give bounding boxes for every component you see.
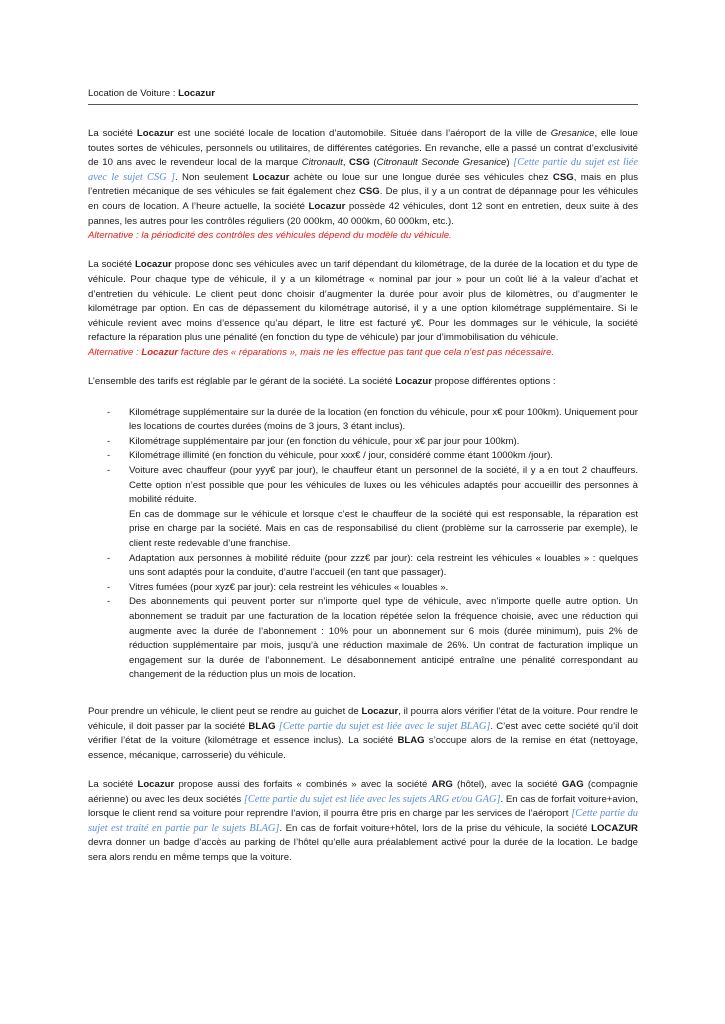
- alternative-note: Alternative : la périodicité des contrôles des véhicules dépend du modèle du véhicule.: [88, 230, 452, 242]
- text: La société: [88, 128, 137, 139]
- list-item: [88, 552, 638, 581]
- dealer-full-name: Citronault Seconde Gresanice: [376, 157, 507, 169]
- options-list: [88, 406, 638, 683]
- list-item: [88, 435, 638, 450]
- text: , il pourra alors vérifier l’état de la voiture. Pour rendre le véhicule, il doit passer par la société: [88, 705, 638, 732]
- text: . Non seulement: [175, 171, 253, 183]
- text: . En cas de forfait voiture+avion, lorsque le client rend sa voiture pour reprendre l’avion, il pourra être pris en charge par les services de l’aéroport: [88, 793, 638, 820]
- subject-link-note: [Cette partie du sujet est liée avec les sujets ARG et/ou GAG]: [243, 793, 501, 805]
- alternative-note: [88, 347, 554, 358]
- bullet-dash: -: [107, 435, 111, 447]
- paragraph-pickup-return: [88, 705, 638, 763]
- company-name: Locazur: [361, 705, 399, 717]
- option-text: Kilométrage illimité (en fonction du véhicule, pour xxx€ / jour, considéré comme étant 1000km /jour).: [129, 450, 553, 462]
- list-item: [88, 406, 638, 435]
- text: , mais en plus l’entretien mécanique de ses véhicules se fait également chez: [88, 171, 638, 198]
- text: devra donner un badge d’accès au parking de l’hôtel qu’elle aura préalablement activé pour la durée de la location. Le badge sera alors rendu en même temps que la voiture.: [88, 837, 638, 863]
- company-name: Locazur: [135, 259, 172, 271]
- partner-name: ARG: [431, 778, 453, 790]
- option-text: Des abonnements qui peuvent porter sur n’importe quel type de véhicule, avec n’importe quelle autre option. Un abonnement se traduit par une facturation de la location répétée selon la fréquence choisie, avec une réduction qui augmente avec la durée de l’abonnement : 10% pour un abonnement sur 6 mois (durée minimum), puis 2% de réduction supplémentaire par mois, jusqu’à une réduction maximale de 26%. Un contrat de facturation implique un engagement sur la durée de l’abonnement. Le désabonnement anticipé entraîne une pénalité correspondant au changement de la réduction plus un mois de location.: [129, 596, 638, 681]
- partner-name: BLAG: [397, 735, 425, 747]
- option-text: Vitres fumées (pour xyz€ par jour): cela restreint les véhicules « louables ».: [129, 581, 449, 593]
- text: La société: [88, 778, 138, 790]
- alt-label: Alternative :: [88, 346, 142, 358]
- text: ,: [342, 157, 350, 169]
- text: (hôtel), avec la société: [452, 778, 562, 790]
- list-item: [88, 581, 638, 596]
- subject-link-note: [Cette partie du sujet est liée avec le sujet BLAG]: [278, 720, 491, 732]
- text: est une société locale de location d’automobile. Située dans l’aéroport de la ville de: [173, 128, 551, 139]
- text: (: [369, 157, 377, 169]
- text: La société: [88, 259, 135, 271]
- subject-link-note: [Cette partie du sujet est liée avec le sujet CSG ]: [88, 157, 638, 183]
- bullet-dash: -: [107, 465, 111, 477]
- bullet-dash: -: [107, 450, 111, 462]
- option-text: Kilométrage supplémentaire sur la durée de la location (en fonction du véhicule, pour x€ pour 100km). Uniquement pour les locations de courtes durées (moins de 3 jours, 3 étant inclus).: [129, 406, 638, 433]
- text: propose donc ses véhicules avec un tarif dépendant du kilométrage, de la durée de la location et du type de véhicule. Pour chaque type de véhicule, il y a un kilométrage « nominal par jour » pour un coût lié à la valeur d’achat et d’entretien du véhicule. Le client peut donc choisir d’augmenter la durée pour avoir plus de kilomètres, ou d’augmenter le kilométrage par option. En cas de dépassement du kilométrage autorisé, il y a une option kilométrage supplémentaire. Si le véhicule revient avec moins d’essence qu’au départ, le litre est facturé y€. Pour les dommages sur le véhicule, la société refacture la réparation plus une pénalité (en fonction du type de véhicule) par jour d’immobilisation du véhicule.: [88, 259, 638, 344]
- company-name: Locazur: [141, 346, 179, 358]
- text: . De plus, il y a un contrat de dépannage pour les véhicules en cours de location. A l’heure actuelle, la société: [88, 186, 638, 212]
- bullet-dash: -: [107, 406, 111, 418]
- text: propose différentes options :: [431, 376, 556, 388]
- bullet-dash: -: [107, 596, 111, 608]
- text: ): [506, 157, 514, 169]
- text: , elle loue toutes sortes de véhicules, personnels ou utilitaires, de différentes catégories. En revanche, elle a passé un contrat d’exclusivité de 10 ans avec le revendeur local de la marque: [88, 128, 638, 169]
- dealer-name: CSG: [552, 171, 574, 183]
- text: propose aussi des forfaits « combinés » avec la société: [174, 778, 432, 790]
- list-item: [88, 464, 638, 552]
- header-company: Locazur: [178, 88, 215, 99]
- company-name: Locazur: [252, 171, 290, 183]
- paragraph-pricing: [88, 258, 638, 360]
- company-name: Locazur: [308, 200, 346, 212]
- paragraph-options-intro: [88, 375, 638, 390]
- option-subtext: En cas de dommage sur le véhicule et lorsque c’est le chauffeur de la société qui est responsable, la réparation est prise en charge par la société. Mais en cas de responsabilisé du client (problème sur la carrosserie par exemple), le client reste redevable d’une franchise.: [129, 508, 638, 550]
- dealer-name: CSG: [358, 186, 380, 198]
- option-text: Kilométrage supplémentaire par jour (en fonction du véhicule, pour x€ par jour pour 100km).: [129, 435, 520, 447]
- option-text: Adaptation aux personnes à mobilité réduite (pour zzz€ par jour): cela restreint les véhicules « louables » : quelques uns sont adaptés pour la conduite, d’autre l’accueil (en tant que passager).: [129, 552, 638, 579]
- partner-name: BLAG: [248, 720, 276, 732]
- document-page: [88, 87, 638, 866]
- partner-name: GAG: [561, 778, 584, 790]
- dealer-name: CSG: [349, 157, 370, 169]
- company-name: LOCAZUR: [591, 822, 638, 834]
- text: L’ensemble des tarifs est réglable par le gérant de la société. La société: [88, 376, 396, 388]
- paragraph-company-intro: [88, 127, 638, 244]
- text: s’occupe alors de la remise en état (nettoyage, essence, mécanique, carrosserie) du véhicule.: [88, 735, 639, 761]
- paragraph-combined-packages: [88, 778, 638, 866]
- header-title: Location de Voiture :: [88, 88, 179, 99]
- subject-link-note: [Cette partie du sujet est traité en partie par le sujets BLAG]: [88, 808, 638, 834]
- list-item: [88, 595, 638, 683]
- city-name: Gresanice: [550, 128, 595, 139]
- alt-text: facture des « réparations », mais ne les effectue pas tant que cela n’est pas nécessaire.: [178, 346, 555, 358]
- text: Pour prendre un véhicule, le client peut se rendre au guichet de: [88, 705, 362, 717]
- bullet-dash: -: [107, 581, 111, 593]
- list-item: [88, 449, 638, 464]
- bullet-dash: -: [107, 552, 111, 564]
- text: . En cas de forfait voiture+hôtel, lors de la prise du véhicule, la société: [279, 822, 592, 834]
- text: . C’est avec cette société qu’il doit vérifier l’état de la voiture (kilométrage et essence inclus). La société: [88, 720, 638, 747]
- company-name: Locazur: [136, 128, 174, 139]
- text: (compagnie aérienne) ou avec les deux sociétés: [88, 778, 638, 805]
- text: possède 42 véhicules, dont 12 sont en entretien, deux suite à des pannes, les autres pour les contrôles réguliers (20 000km, 40 000km, 60 000km, etc.).: [88, 200, 638, 227]
- brand-name: Citronault: [301, 157, 343, 169]
- text: achète ou loue sur une longue durée ses véhicules chez: [289, 171, 553, 183]
- company-name: Locazur: [137, 778, 175, 790]
- company-name: Locazur: [395, 376, 432, 388]
- option-text: Voiture avec chauffeur (pour yyy€ par jour), le chauffeur étant un personnel de la société, il y a en tout 2 chauffeurs. Cette option n’est possible que pour les véhicules de luxes ou les véhicules adaptés pour accueillir des personnes à mobilité réduite.: [129, 465, 638, 506]
- page-header: [88, 87, 638, 105]
